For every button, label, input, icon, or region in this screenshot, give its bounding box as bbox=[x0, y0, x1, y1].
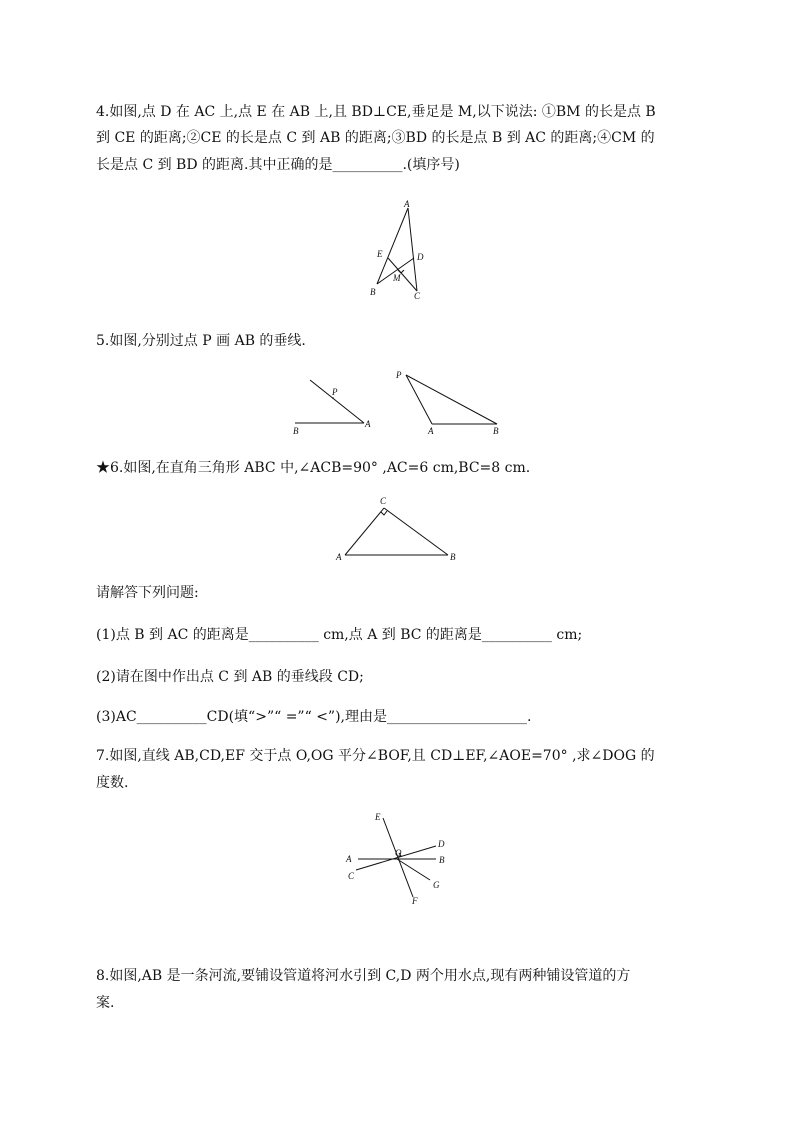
label-B: B bbox=[493, 426, 499, 436]
segment-AC bbox=[408, 208, 417, 291]
q4-text-line-2: 到 CE 的距离;②CE 的长是点 C 到 AB 的距离;③BD 的长是点 B 到 AC 的距离;④CM 的 bbox=[96, 130, 655, 146]
q5-figure-2 bbox=[392, 366, 504, 438]
q6-part-1: (1)点 B 到 AC 的距离是__________ cm,点 A 到 BC 的距离是__________ cm; bbox=[96, 627, 583, 643]
q7-text-line-2: 度数. bbox=[96, 775, 129, 791]
q4-triangle-figure bbox=[360, 196, 440, 304]
label-E: E bbox=[377, 249, 383, 259]
label-A: A bbox=[336, 552, 342, 562]
label-C: C bbox=[380, 496, 387, 506]
q7-intersecting-lines-figure bbox=[340, 808, 456, 912]
q4-text-line-3: 长是点 C 到 BD 的距离.其中正确的是__________.(填序号) bbox=[96, 157, 460, 173]
label-B: B bbox=[293, 426, 299, 436]
label-P: P bbox=[332, 387, 338, 397]
label-C: C bbox=[414, 291, 421, 301]
label-F: F bbox=[412, 896, 418, 906]
segment-AC bbox=[345, 508, 384, 555]
q6-part-2: (2)请在图中作出点 C 到 AB 的垂线段 CD; bbox=[96, 669, 364, 685]
label-O: O bbox=[395, 848, 402, 858]
q6-text: ★6.如图,在直角三角形 ABC 中,∠ACB=90° ,AC=6 cm,BC=8 cm. bbox=[96, 460, 531, 476]
q7-text-line-1: 7.如图,直线 AB,CD,EF 交于点 O,OG 平分∠BOF,且 CD⊥EF,∠AOE=70° ,求∠DOG 的 bbox=[96, 748, 655, 764]
q6-part-3: (3)AC__________CD(填“>”“ =”“ <”),理由是____________________. bbox=[96, 709, 532, 725]
label-A: A bbox=[404, 199, 410, 209]
ray-OG bbox=[397, 859, 430, 880]
label-A: A bbox=[365, 419, 371, 429]
q5-figure-1 bbox=[288, 370, 378, 436]
q6-prompt: 请解答下列问题: bbox=[96, 585, 199, 601]
label-B: B bbox=[450, 552, 456, 562]
point-P bbox=[332, 397, 334, 399]
label-A: A bbox=[346, 854, 352, 864]
label-A: A bbox=[428, 426, 434, 436]
segment-PB bbox=[406, 375, 497, 424]
label-D: D bbox=[438, 839, 445, 849]
q8-text-line-1: 8.如图,AB 是一条河流,要铺设管道将河水引到 C,D 两个用水点,现有两种铺设管道的方 bbox=[96, 968, 631, 984]
q8-text-line-2: 案. bbox=[96, 995, 115, 1011]
label-G: G bbox=[433, 880, 440, 890]
q4-text-line-1: 4.如图,点 D 在 AC 上,点 E 在 AB 上,且 BD⊥CE,垂足是 M,以下说法: ①BM 的长是点 B bbox=[96, 104, 656, 120]
label-B: B bbox=[370, 287, 376, 297]
label-P: P bbox=[396, 370, 402, 380]
q6-right-triangle-figure bbox=[334, 492, 462, 566]
label-M: M bbox=[393, 273, 401, 283]
label-E: E bbox=[375, 812, 381, 822]
label-C: C bbox=[348, 871, 355, 881]
q5-text: 5.如图,分别过点 P 画 AB 的垂线. bbox=[96, 333, 306, 349]
segment-CB bbox=[384, 508, 448, 555]
label-B: B bbox=[439, 855, 445, 865]
label-D: D bbox=[417, 252, 424, 262]
right-angle-mark bbox=[381, 511, 387, 515]
